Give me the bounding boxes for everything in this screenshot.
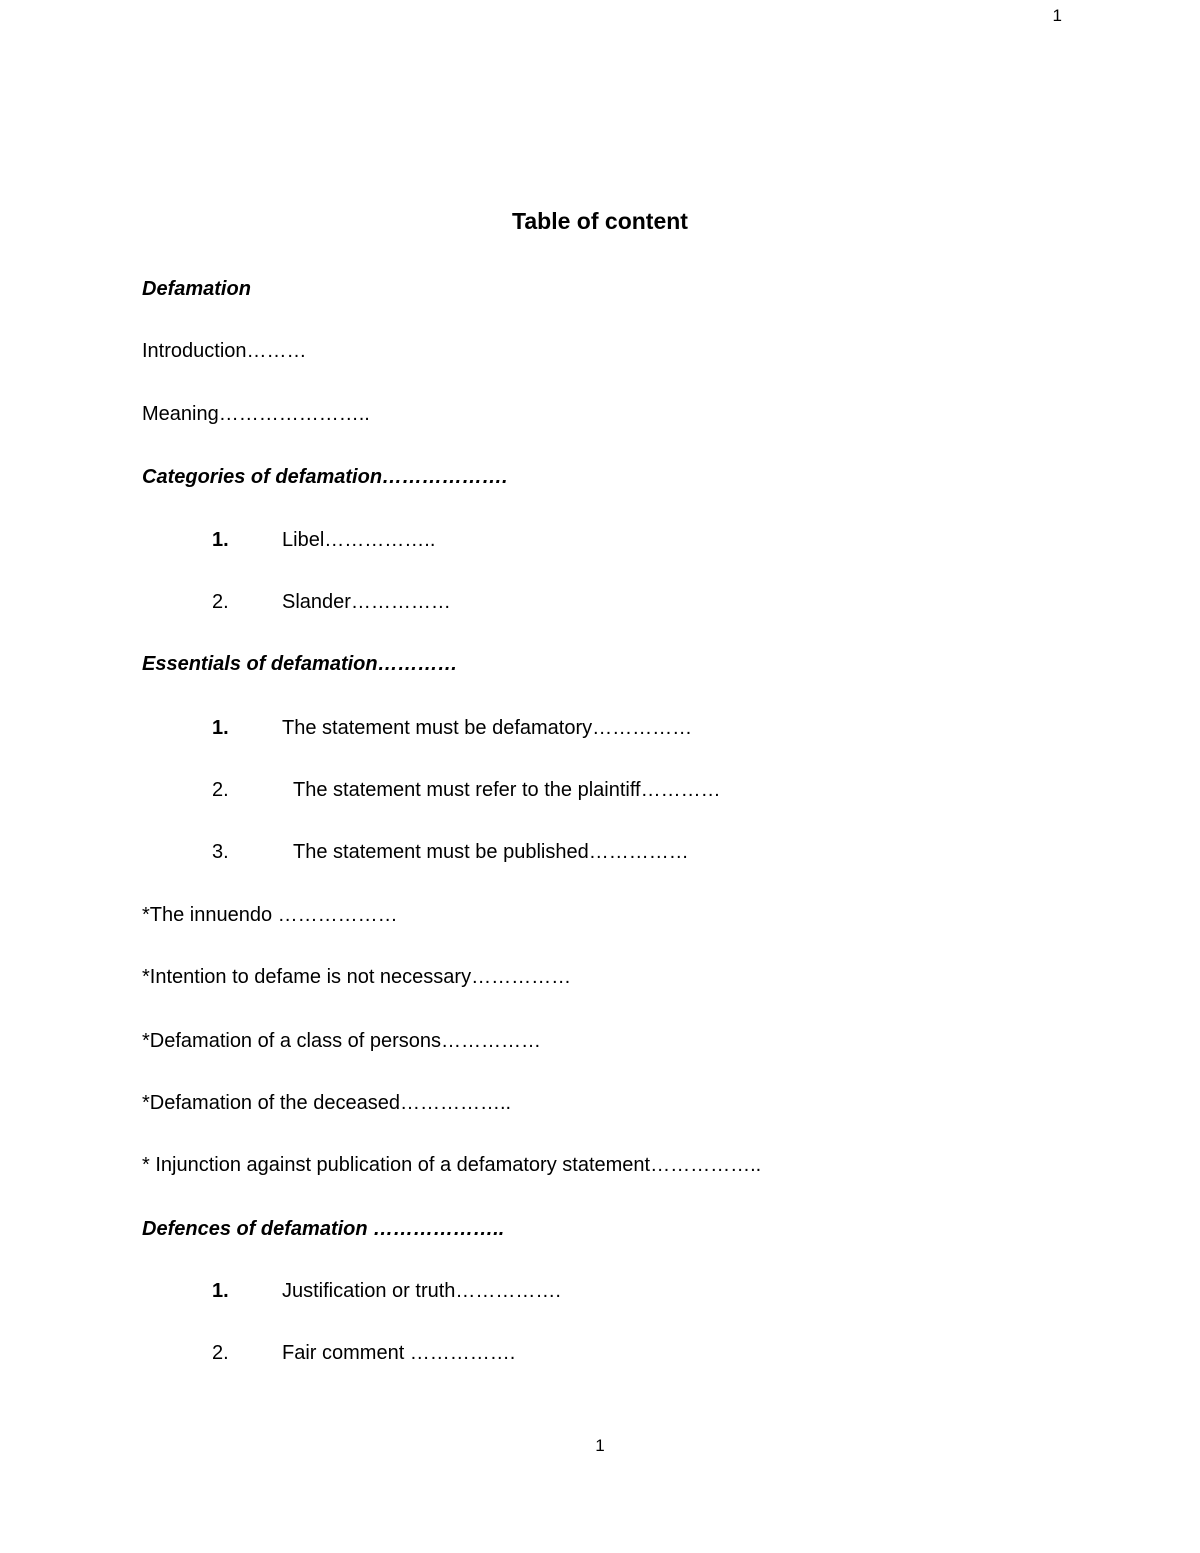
toc-item-number: 1.	[212, 717, 229, 739]
toc-item-published: The statement must be published……………	[293, 841, 689, 863]
toc-item-fair-comment: Fair comment …………….	[282, 1342, 516, 1364]
toc-note-class-of-persons: *Defamation of a class of persons……………	[142, 1030, 542, 1052]
toc-heading-essentials: Essentials of defamation…………	[142, 653, 458, 675]
toc-entry-introduction: Introduction………	[142, 340, 307, 362]
toc-item-number: 3.	[212, 841, 229, 863]
header-page-number: 1	[1052, 6, 1062, 25]
toc-item-number: 2.	[212, 591, 229, 613]
toc-note-injunction: * Injunction against publication of a defamatory statement……………..	[142, 1154, 762, 1176]
toc-heading-defences: Defences of defamation ………………..	[142, 1218, 505, 1240]
toc-heading-defamation: Defamation	[142, 278, 251, 300]
toc-item-slander: Slander……………	[282, 591, 451, 613]
toc-note-intention: *Intention to defame is not necessary……………	[142, 966, 572, 988]
toc-heading-categories: Categories of defamation……………….	[142, 466, 508, 488]
page-title: Table of content	[512, 208, 688, 234]
toc-item-number: 1.	[212, 1280, 229, 1302]
footer-page-number: 1	[595, 1436, 605, 1455]
toc-item-justification: Justification or truth…………….	[282, 1280, 561, 1302]
toc-item-refer-plaintiff: The statement must refer to the plaintiff…………	[293, 779, 721, 801]
toc-item-number: 2.	[212, 1342, 229, 1364]
toc-item-number: 2.	[212, 779, 229, 801]
toc-entry-meaning: Meaning…………………..	[142, 403, 370, 425]
toc-note-innuendo: *The innuendo ………………	[142, 904, 398, 926]
toc-note-deceased: *Defamation of the deceased……………..	[142, 1092, 512, 1114]
toc-item-number: 1.	[212, 529, 229, 551]
toc-item-libel: Libel……………..	[282, 529, 436, 551]
toc-item-defamatory: The statement must be defamatory……………	[282, 717, 693, 739]
